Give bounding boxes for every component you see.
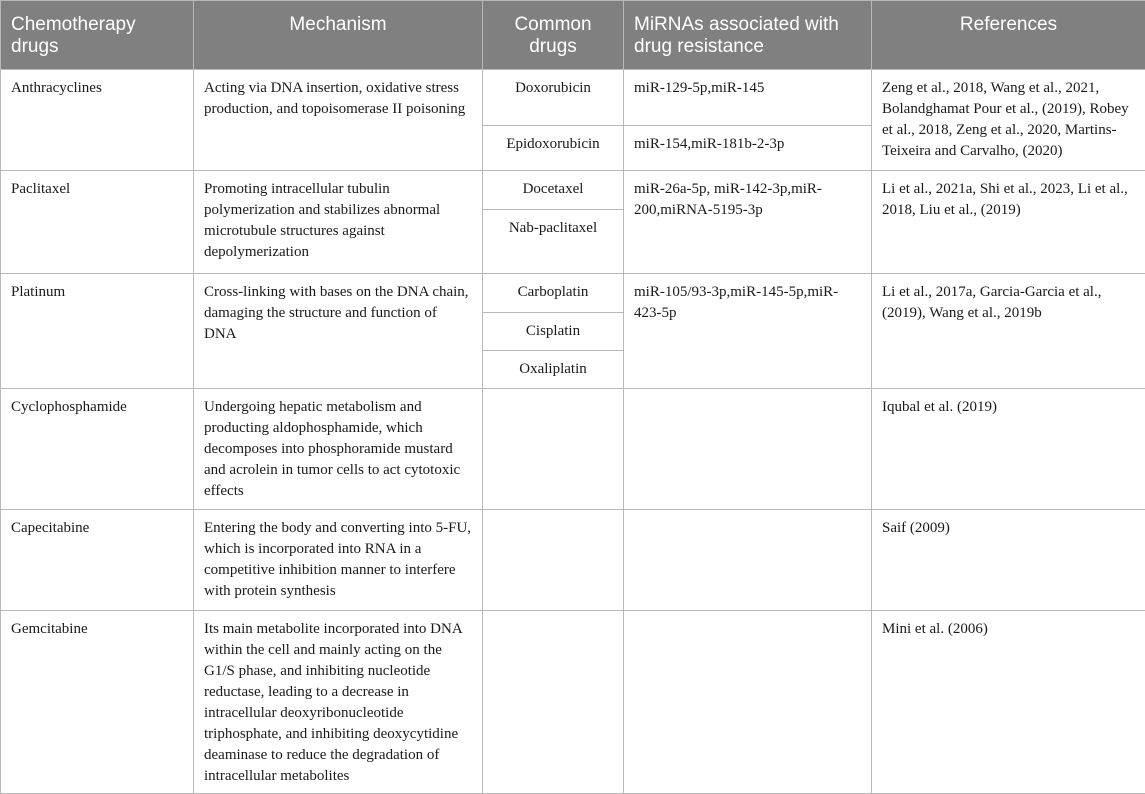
cell-mirnas: miR-105/93-3p,miR-145-5p,miR-423-5p — [624, 274, 872, 389]
cell-common-drug — [483, 611, 624, 794]
cell-common-drug — [483, 510, 624, 611]
header-references: References — [872, 1, 1145, 70]
header-common-drugs: Common drugs — [483, 1, 624, 70]
table-row — [1, 611, 1145, 794]
table-row — [1, 70, 1145, 126]
cell-references: Iqubal et al. (2019) — [872, 389, 1145, 510]
cell-references: Saif (2009) — [872, 510, 1145, 611]
table-row — [1, 510, 1145, 611]
cell-drug-class: Cyclophosphamide — [1, 389, 194, 510]
cell-mirnas: miR-129-5p,miR-145 — [624, 70, 872, 126]
cell-drug-class: Anthracyclines — [1, 70, 194, 171]
cell-common-drug: Carboplatin — [483, 274, 624, 313]
cell-references: Li et al., 2021a, Shi et al., 2023, Li et al., 2018, Liu et al., (2019) — [872, 171, 1145, 274]
cell-mirnas: miR-26a-5p, miR-142-3p,miR-200,miRNA-5195-3p — [624, 171, 872, 274]
cell-common-drug — [483, 389, 624, 510]
table-row — [1, 389, 1145, 510]
cell-common-drug: Doxorubicin — [483, 70, 624, 126]
cell-mirnas — [624, 389, 872, 510]
cell-common-drug: Nab-paclitaxel — [483, 210, 624, 274]
cell-drug-class: Paclitaxel — [1, 171, 194, 274]
cell-references: Zeng et al., 2018, Wang et al., 2021, Bolandghamat Pour et al., (2019), Robey et al., 2018, Zeng et al., 2020, Martins-Teixeira and Carvalho, (2020) — [872, 70, 1145, 171]
header-chemotherapy-drugs: Chemotherapy drugs — [1, 1, 194, 70]
cell-mirnas — [624, 611, 872, 794]
cell-mechanism: Acting via DNA insertion, oxidative stress production, and topoisomerase II poisoning — [194, 70, 483, 171]
table-row — [1, 274, 1145, 313]
table-row — [1, 171, 1145, 210]
header-mechanism: Mechanism — [194, 1, 483, 70]
header-row — [1, 1, 1145, 70]
cell-mirnas: miR-154,miR-181b-2-3p — [624, 126, 872, 171]
cell-references: Mini et al. (2006) — [872, 611, 1145, 794]
cell-mirnas — [624, 510, 872, 611]
header-mirnas: MiRNAs associated with drug resistance — [624, 1, 872, 70]
cell-common-drug: Cisplatin — [483, 313, 624, 351]
cell-mechanism: Undergoing hepatic metabolism and producting aldophosphamide, which decomposes into phosphoramide mustard and acrolein in tumor cells to act cytotoxic effects — [194, 389, 483, 510]
cell-drug-class: Gemcitabine — [1, 611, 194, 794]
cell-drug-class: Platinum — [1, 274, 194, 389]
cell-common-drug: Docetaxel — [483, 171, 624, 210]
cell-common-drug: Epidoxorubicin — [483, 126, 624, 171]
cell-references: Li et al., 2017a, Garcia-Garcia et al., (2019), Wang et al., 2019b — [872, 274, 1145, 389]
cell-common-drug: Oxaliplatin — [483, 351, 624, 389]
cell-drug-class: Capecitabine — [1, 510, 194, 611]
cell-mechanism: Cross-linking with bases on the DNA chain, damaging the structure and function of DNA — [194, 274, 483, 389]
cell-mechanism: Promoting intracellular tubulin polymerization and stabilizes abnormal microtubule structures against depolymerization — [194, 171, 483, 274]
cell-mechanism: Its main metabolite incorporated into DNA within the cell and mainly acting on the G1/S phase, and inhibiting nucleotide reductase, leading to a decrease in intracellular deoxyribonucleotide triphosphate, and inhibiting deoxycytidine deaminase to reduce the degradation of intracellular metabolites — [194, 611, 483, 794]
cell-mechanism: Entering the body and converting into 5-FU, which is incorporated into RNA in a competitive inhibition manner to interfere with protein synthesis — [194, 510, 483, 611]
